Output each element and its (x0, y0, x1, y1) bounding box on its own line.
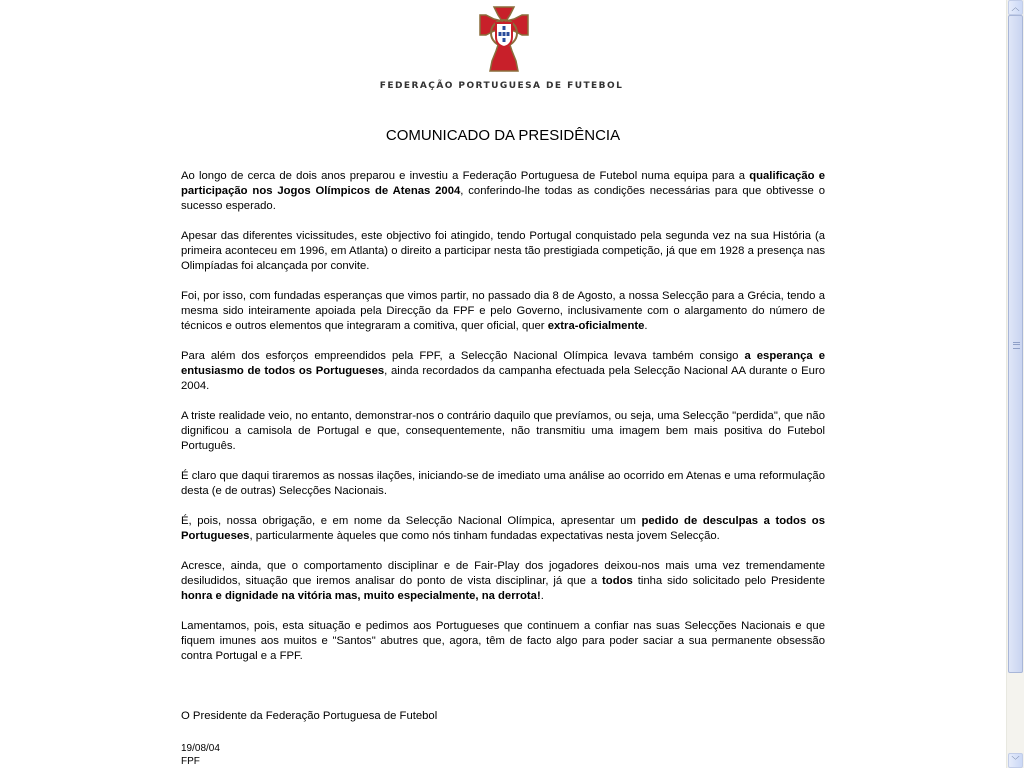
paragraph-text: A triste realidade veio, no entanto, demonstrar-nos o contrário daquilo que prevíamos, ou seja, uma Selecção "perdida", que não dignificou a camisola de Portugal e que, consequentemente, não transmitiu uma imagem bem mais positiva do Futebol Português. (181, 410, 825, 452)
paragraph (181, 289, 825, 334)
paragraph (181, 349, 825, 394)
signature: O Presidente da Federação Portuguesa de Futebol (181, 710, 438, 722)
date-block (181, 742, 220, 768)
paragraph-text: É claro que daqui tiraremos as nossas ilações, iniciando-se de imediato uma análise ao ocorrido em Atenas e uma reformulação desta (e de outras) Selecções Nacionais. (181, 470, 825, 497)
paragraph (181, 169, 825, 214)
paragraph (181, 409, 825, 454)
vertical-scrollbar[interactable] (1006, 0, 1024, 768)
fpf-crest-icon (478, 5, 530, 73)
paragraph-text: , ainda recordados da campanha efectuada pela Selecção Nacional AA durante o Euro 2004. (181, 365, 826, 392)
federation-name: FEDERAÇÃO PORTUGUESA DE FUTEBOL (379, 81, 624, 91)
paragraph-text: Acresce, ainda, que o comportamento disciplinar e de Fair-Play dos jogadores deixou-nos mais uma vez tremendamente desiludidos, situação que iremos analisar do ponto de vista disciplinar, já que a (181, 560, 825, 587)
emphasis-text: honra e dignidade na vitória mas, muito especialmente, na derrota! (181, 590, 541, 602)
paragraph-text: Foi, por isso, com fundadas esperanças que vimos partir, no passado dia 8 de Agosto, a nossa Selecção para a Grécia, tendo a mesma sido inteiramente apoiada pela Direcção da FPF e pelo Governo, inclusivamente com o alargamento do número de técnicos e outros elementos que integraram a comitiva, quer oficial, quer (181, 290, 825, 332)
paragraph (181, 619, 825, 664)
paragraph-text: Lamentamos, pois, esta situação e pedimos aos Portugueses que continuem a confiar nas suas Selecções Nacionais e que fiquem imunes aos muitos e "Santos" abutres que, agora, têm de facto algo para poder saciar a sua permanente obsessão contra Portugal e a FPF. (181, 620, 825, 662)
paragraph (181, 559, 825, 604)
organization: FPF (181, 756, 200, 767)
paragraph (181, 469, 825, 499)
paragraph-text: É, pois, nossa obrigação, e em nome da Selecção Nacional Olímpica, apresentar um (181, 515, 642, 527)
scroll-down-button[interactable] (1008, 753, 1023, 768)
page-title: COMUNICADO DA PRESIDÊNCIA (385, 127, 621, 144)
paragraph-text: Apesar das diferentes vicissitudes, este objectivo foi atingido, tendo Portugal conquistado pela segunda vez na sua História (a primeira aconteceu em 1996, em Atlanta) o direito a participar nesta tão prestigiada competição, já que em 1928 a presença nas Olimpíadas foi alcançada por convite. (181, 230, 825, 272)
paragraph-text: Ao longo de cerca de dois anos preparou e investiu a Federação Portuguesa de Futebol numa equipa para a (181, 170, 750, 182)
paragraph-text: . (540, 590, 544, 602)
paragraph-text: , conferindo-lhe todas as condições necessárias para que obtivesse o sucesso esperado. (181, 185, 825, 212)
emphasis-text: qualificação e participação nos Jogos Olímpicos de Atenas 2004 (181, 170, 825, 197)
paragraph-text: . (644, 320, 648, 332)
paragraph-text: tinha sido solicitado pelo Presidente (632, 575, 825, 587)
paragraph (181, 514, 825, 544)
scroll-thumb[interactable] (1008, 15, 1023, 673)
paragraph (181, 229, 825, 274)
date: 19/08/04 (181, 743, 220, 754)
emphasis-text: pedido de desculpas a todos os Portugueses (181, 515, 825, 542)
scroll-up-button[interactable] (1008, 0, 1023, 15)
chevron-down-icon: ﹀ (1011, 756, 1020, 765)
paragraph-text: Para além dos esforços empreendidos pela FPF, a Selecção Nacional Olímpica levava também consigo (181, 350, 745, 362)
emphasis-text: todos (602, 575, 633, 587)
logo-header (0, 5, 1007, 78)
paragraph-text: , particularmente àqueles que como nós tinham fundadas expectativas nesta jovem Selecção. (249, 530, 720, 542)
grip-icon (1013, 342, 1020, 349)
chevron-up-icon: ︿ (1011, 3, 1020, 12)
emphasis-text: extra-oficialmente (547, 320, 645, 332)
emphasis-text: a esperança e entusiasmo de todos os Portugueses (181, 350, 825, 377)
communique-body (181, 169, 825, 679)
